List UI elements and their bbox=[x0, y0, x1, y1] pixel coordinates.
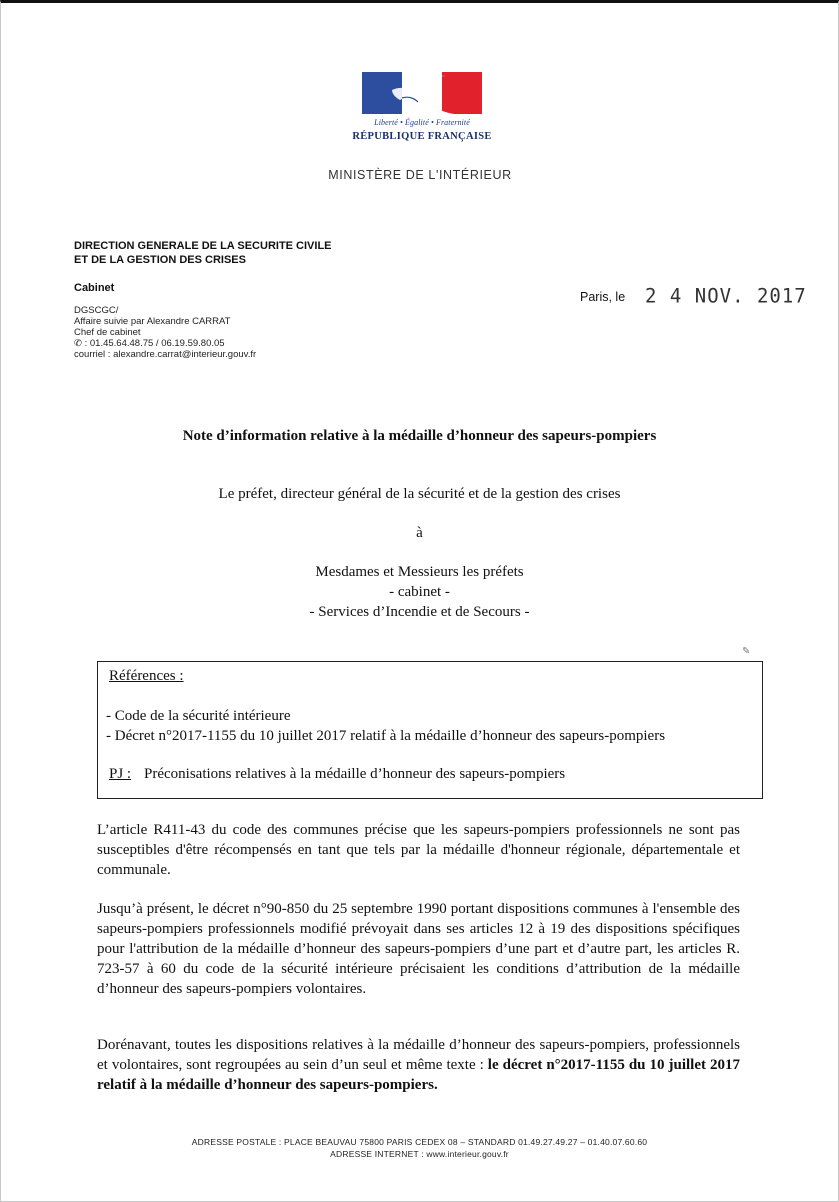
paragraph-bold-text: le décret n°2017-1155 du 10 juillet 2017 relatif à la médaille d’honneur des sapeurs-pompiers. bbox=[97, 1057, 740, 1093]
recipients: Mesdames et Messieurs les préfets bbox=[315, 564, 524, 580]
pj-text: Préconisations relatives à la médaille d’honneur des sapeurs-pompiers bbox=[144, 766, 566, 782]
sender-ref: DGSCGC/ bbox=[74, 305, 119, 316]
reference-item: - Code de la sécurité intérieure bbox=[106, 708, 291, 724]
ministry-name: MINISTÈRE DE L'INTÉRIEUR bbox=[328, 168, 512, 182]
date-stamp: 2 4 NOV. 2017 bbox=[645, 284, 807, 308]
paragraph-text: Jusqu’à présent, le décret n°90-850 du 25 septembre 1990 portant dispositions communes à l'ensemble des sapeurs-pompiers professionnels modifié prévoyait dans ses articles 12 à 19 des dispositions spécifiques pour l'attribution de la médaille d’honneur des sapeurs-pompiers d’une part et d’autre part, les articles R. 723-57 à 60 du code de la sécurité intérieure précisaient les conditions d’attribution de la médaille d’honneur des sapeurs-pompiers volontaires. bbox=[97, 901, 740, 997]
footer-postal-address: ADRESSE POSTALE : PLACE BEAUVAU 75800 PARIS CEDEX 08 – STANDARD 01.49.27.49.27 – 01.40.07.60.60 bbox=[191, 1137, 648, 1147]
marianne-logo bbox=[362, 72, 482, 114]
paragraph-text: Dorénavant, toutes les dispositions relatives à la médaille d’honneur des sapeurs-pompiers, professionnels et volontaires, sont regroupées au sein d’un seul et même texte : bbox=[97, 1037, 740, 1073]
references-box bbox=[97, 661, 763, 799]
margin-mark: ✎ bbox=[742, 646, 751, 657]
sender-email: courriel : alexandre.carrat@interieur.gouv.fr bbox=[74, 349, 257, 360]
to-word: à bbox=[416, 525, 423, 541]
recipients-line-2: - cabinet - bbox=[389, 584, 450, 600]
paragraph-text: L’article R411-43 du code des communes précise que les sapeurs-pompiers professionnels ne sont pas susceptibles d'être récompensés en tant que tels par la médaille d'honneur régionale, départementale et communale. bbox=[97, 822, 740, 878]
service-name: Cabinet bbox=[74, 282, 115, 294]
sender-role: Chef de cabinet bbox=[74, 327, 141, 338]
pj-label: PJ : bbox=[109, 766, 132, 782]
document-title: Note d’information relative à la médaille d’honneur des sapeurs-pompiers bbox=[182, 428, 657, 444]
reference-item: - Décret n°2017-1155 du 10 juillet 2017 relatif à la médaille d’honneur des sapeurs-pompiers bbox=[106, 728, 666, 744]
republic-motto: Liberté • Égalité • Fraternité bbox=[374, 118, 470, 127]
sender-phone: ✆ : 01.45.64.48.75 / 06.19.59.80.05 bbox=[74, 338, 225, 349]
sender-followed-by: Affaire suivie par Alexandre CARRAT bbox=[74, 316, 231, 327]
date-place: Paris, le bbox=[580, 290, 626, 304]
body-paragraph-2 bbox=[97, 899, 740, 999]
direction-line-2: ET DE LA GESTION DES CRISES bbox=[74, 254, 246, 266]
references-heading: Références : bbox=[109, 668, 184, 684]
body-paragraph-1 bbox=[97, 820, 740, 880]
republic-name: RÉPUBLIQUE FRANÇAISE bbox=[352, 131, 492, 142]
footer-web-address: ADRESSE INTERNET : www.interieur.gouv.fr bbox=[330, 1149, 509, 1159]
marianne-profile-icon bbox=[362, 72, 482, 114]
recipients-line-3: - Services d’Incendie et de Secours - bbox=[309, 604, 530, 620]
body-paragraph-3 bbox=[97, 1035, 740, 1095]
direction-line-1: DIRECTION GENERALE DE LA SECURITE CIVILE bbox=[74, 240, 332, 252]
sender-title: Le préfet, directeur général de la sécurité et de la gestion des crises bbox=[218, 486, 621, 502]
